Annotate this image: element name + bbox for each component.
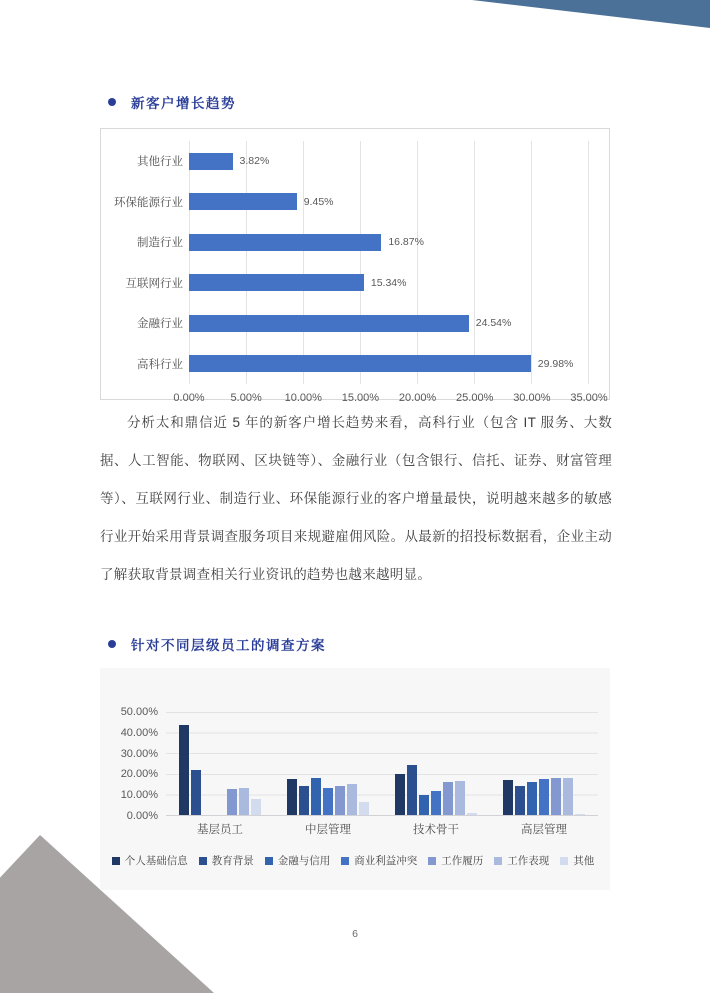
bar bbox=[189, 234, 381, 251]
bar-group bbox=[490, 712, 598, 815]
bar bbox=[335, 786, 345, 815]
vbar-category-labels bbox=[166, 821, 598, 837]
legend-item bbox=[112, 853, 188, 868]
x-axis-tick: 0.00% bbox=[173, 392, 205, 404]
analysis-paragraph: 分析太和鼎信近 5 年的新客户增长趋势来看，高科行业（包含 IT 服务、大数据、人工智能、物联网、区块链等）、金融行业（包含银行、信托、证券、财富管理等）、互联网行业、制造行业、环保能源行业的客户增量最快，说明越来越多的敏感行业开始采用背景调查服务项目来规避雇佣风险。从最新的招投标数据看，企业主动了解获取背景调查相关行业资讯的趋势也越来越明显。 bbox=[100, 415, 612, 582]
x-axis-tick: 5.00% bbox=[230, 392, 262, 404]
section-title: 针对不同层级员工的调查方案 bbox=[131, 638, 326, 653]
category-label: 制造行业 bbox=[137, 237, 183, 250]
bar bbox=[239, 788, 249, 815]
category-label: 高科行业 bbox=[137, 358, 183, 371]
bar bbox=[419, 795, 429, 815]
hbar-category-labels bbox=[111, 141, 183, 399]
x-axis-tick: 35.00% bbox=[570, 392, 608, 404]
bullet-icon bbox=[108, 640, 116, 648]
bar-group bbox=[382, 712, 490, 815]
legend-item bbox=[560, 853, 594, 868]
bar bbox=[443, 782, 453, 815]
bar bbox=[515, 786, 525, 815]
bar bbox=[407, 765, 417, 815]
legend-label: 商业利益冲突 bbox=[354, 855, 418, 867]
legend-label: 金融与信用 bbox=[277, 855, 331, 867]
category-label: 基层员工 bbox=[197, 824, 243, 836]
bar bbox=[575, 814, 585, 815]
bar bbox=[191, 770, 201, 815]
bar-group bbox=[166, 712, 274, 815]
x-axis-tick: 10.00% bbox=[284, 392, 322, 404]
bar bbox=[189, 355, 531, 372]
category-label: 金融行业 bbox=[137, 318, 183, 331]
section-heading-survey-plan bbox=[108, 634, 326, 654]
legend-label: 工作表现 bbox=[507, 855, 550, 867]
legend-label: 其他 bbox=[573, 855, 595, 867]
x-axis-tick: 20.00% bbox=[398, 392, 437, 404]
x-axis-tick: 25.00% bbox=[456, 392, 494, 404]
data-label: 3.82% bbox=[239, 155, 270, 168]
y-axis-tick: 20.00% bbox=[120, 768, 158, 781]
y-axis-tick: 50.00% bbox=[120, 706, 158, 718]
bar bbox=[563, 778, 573, 815]
y-axis-tick: 0.00% bbox=[126, 810, 158, 822]
category-label: 互联网行业 bbox=[125, 277, 183, 290]
hbar-plot bbox=[189, 141, 589, 384]
bar bbox=[299, 786, 309, 815]
bar bbox=[455, 781, 465, 815]
y-axis-tick: 10.00% bbox=[120, 789, 158, 802]
vbar-chart bbox=[108, 706, 598, 822]
x-axis-tick: 30.00% bbox=[513, 392, 551, 404]
bar-row bbox=[189, 222, 588, 263]
legend-swatch-icon bbox=[560, 857, 568, 865]
page-number: 6 bbox=[352, 928, 358, 940]
data-label: 16.87% bbox=[388, 236, 424, 249]
hbar-chart bbox=[111, 141, 608, 404]
vbar-yaxis bbox=[108, 706, 166, 822]
legend-swatch-icon bbox=[428, 857, 436, 865]
legend-item bbox=[199, 853, 254, 868]
bar bbox=[347, 784, 357, 815]
bar-row bbox=[189, 303, 588, 344]
legend-label: 工作履历 bbox=[441, 855, 484, 867]
bar bbox=[189, 193, 297, 210]
section-heading-new-customer-growth bbox=[108, 92, 236, 112]
category-label: 技术骨干 bbox=[413, 824, 459, 836]
x-axis-tick: 15.00% bbox=[341, 392, 380, 404]
bar bbox=[395, 774, 405, 815]
legend-swatch-icon bbox=[341, 857, 349, 865]
chart-legend bbox=[108, 853, 598, 868]
legend-item bbox=[265, 853, 331, 868]
bar bbox=[431, 791, 441, 815]
category-label: 中层管理 bbox=[305, 824, 351, 836]
bar bbox=[551, 778, 561, 815]
hbar-plot-area bbox=[173, 141, 608, 404]
legend-swatch-icon bbox=[199, 857, 207, 865]
bar-row bbox=[189, 263, 588, 304]
legend-label: 教育背景 bbox=[211, 855, 254, 867]
data-label: 9.45% bbox=[303, 195, 334, 208]
grouped-bar-chart-survey-plan bbox=[100, 668, 610, 890]
legend-item bbox=[494, 853, 549, 868]
bar-row bbox=[189, 141, 588, 182]
bullet-icon bbox=[108, 98, 116, 106]
legend-swatch-icon bbox=[494, 857, 502, 865]
bar bbox=[527, 782, 537, 815]
category-label: 高层管理 bbox=[521, 824, 567, 836]
legend-label: 个人基础信息 bbox=[124, 855, 188, 867]
bar bbox=[539, 779, 549, 815]
bar bbox=[323, 788, 333, 815]
bar bbox=[503, 780, 513, 815]
legend-item bbox=[428, 853, 483, 868]
bar bbox=[189, 274, 364, 291]
bar bbox=[467, 813, 477, 815]
bar bbox=[189, 153, 233, 170]
bar bbox=[251, 799, 261, 815]
bar-row bbox=[189, 344, 588, 385]
top-corner-decoration bbox=[472, 0, 710, 28]
y-axis-tick: 40.00% bbox=[120, 726, 158, 739]
bar-chart-new-customer-growth bbox=[100, 128, 610, 404]
bar bbox=[359, 802, 369, 815]
section-title: 新客户增长趋势 bbox=[131, 96, 236, 111]
data-label: 15.34% bbox=[370, 276, 407, 289]
bar bbox=[227, 789, 237, 815]
legend-swatch-icon bbox=[112, 857, 120, 865]
bar-row bbox=[189, 182, 588, 223]
legend-swatch-icon bbox=[265, 857, 273, 865]
legend-item bbox=[341, 853, 417, 868]
bar bbox=[311, 778, 321, 815]
bar bbox=[179, 725, 189, 815]
category-label: 其他行业 bbox=[137, 156, 183, 169]
vbar-plot bbox=[166, 712, 598, 816]
data-label: 29.98% bbox=[537, 357, 574, 370]
hbar-xaxis bbox=[173, 384, 608, 404]
y-axis-tick: 30.00% bbox=[120, 747, 158, 760]
bar bbox=[189, 315, 469, 332]
data-label: 24.54% bbox=[475, 317, 512, 330]
bar bbox=[287, 779, 297, 815]
category-label: 环保能源行业 bbox=[114, 196, 183, 209]
bar-group bbox=[274, 712, 382, 815]
